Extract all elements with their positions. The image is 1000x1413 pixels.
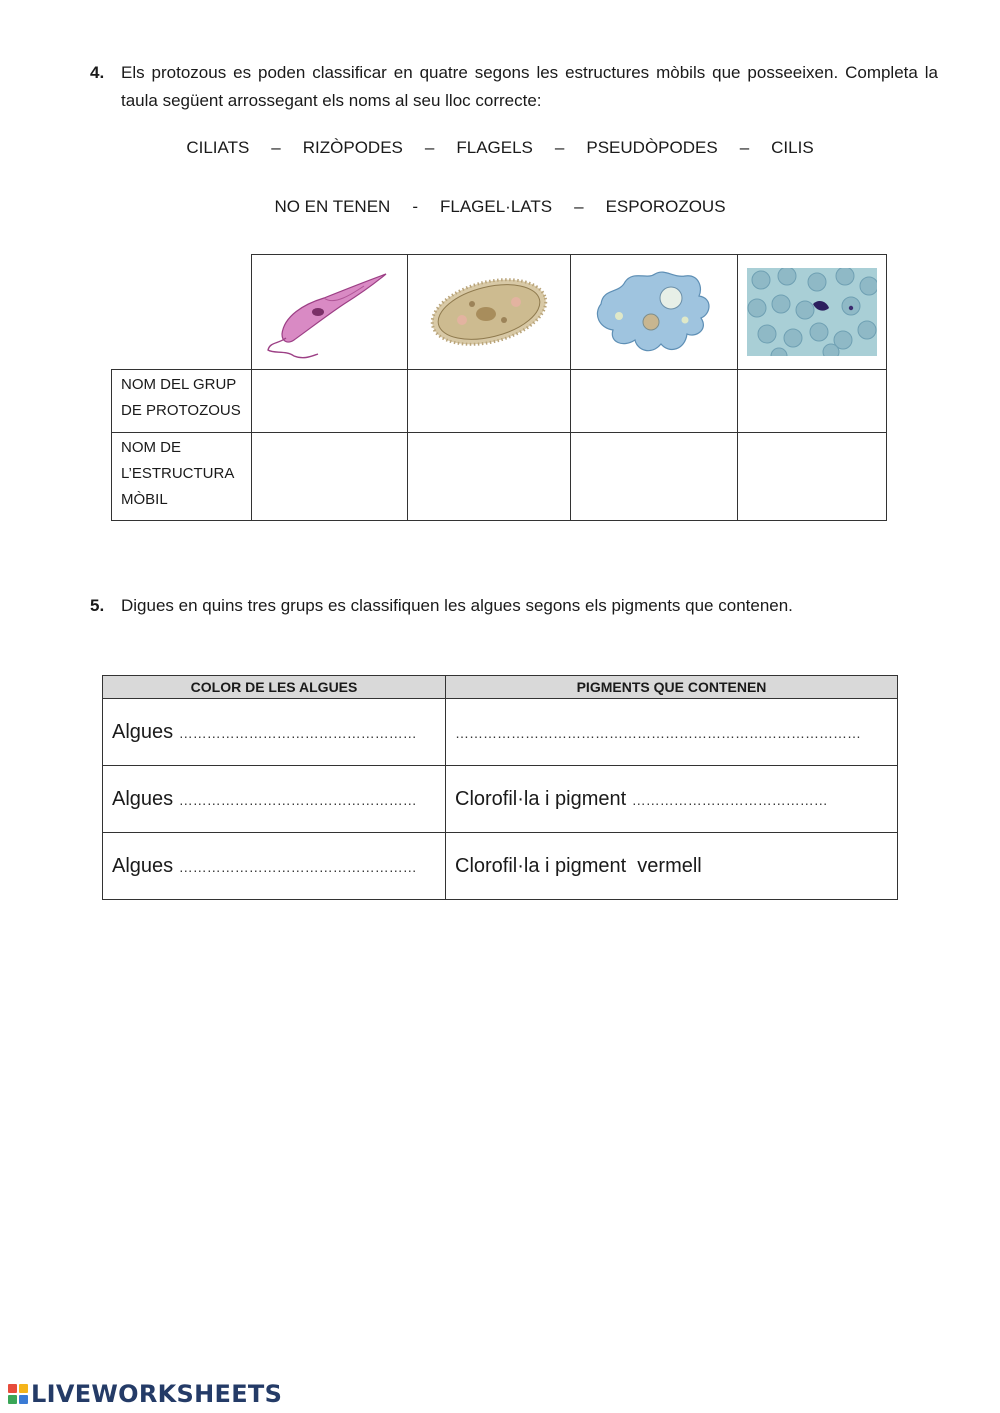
- empty-corner-cell: [112, 255, 252, 370]
- question-5: [90, 592, 938, 620]
- drop-target-cell[interactable]: [570, 370, 737, 433]
- draggable-word[interactable]: FLAGEL·LATS: [439, 197, 553, 216]
- pigment-cell: [446, 833, 898, 900]
- image-cell: [407, 255, 570, 370]
- column-header: COLOR DE LES ALGUES: [103, 676, 446, 699]
- amoeba-illustration: [589, 264, 719, 360]
- image-cell: [737, 255, 886, 370]
- image-cell: [570, 255, 737, 370]
- pigment-cell: [446, 766, 898, 833]
- question-text: Els protozous es poden classificar en quatre segons les estructures mòbils que posseeixen. Completa la taula següent arrossegant els noms al seu lloc correcte:: [121, 63, 938, 110]
- pigment-cell: [446, 699, 898, 766]
- color-cell: [103, 833, 446, 900]
- question-text: Digues en quins tres grups es classifiquen les algues segons els pigments que contenen.: [121, 596, 793, 615]
- row-label: NOM DE L’ESTRUCTURA MÒBIL: [121, 439, 234, 508]
- logo-icon: [8, 1384, 28, 1404]
- drop-target-cell[interactable]: [251, 370, 407, 433]
- separator: -: [412, 197, 418, 216]
- drop-target-cell[interactable]: [407, 433, 570, 521]
- trypanosome-illustration: [264, 264, 394, 360]
- logo-square: [8, 1384, 17, 1393]
- row-label-cell: [112, 433, 252, 521]
- separator: –: [424, 138, 435, 157]
- question-number: 4.: [90, 63, 105, 82]
- answer-blank[interactable]: ……………………………………………: [178, 724, 417, 741]
- separator: –: [739, 138, 750, 157]
- draggable-word[interactable]: PSEUDÒPODES: [586, 138, 718, 157]
- pigment-label: Clorofil·la i pigment: [455, 787, 627, 810]
- draggable-word[interactable]: CILIS: [771, 138, 814, 157]
- pigment-label: Clorofil·la i pigment vermell: [455, 854, 702, 877]
- answer-blank[interactable]: ……………………………………………………………………………: [455, 724, 861, 741]
- separator: –: [554, 138, 565, 157]
- row-label: NOM DEL GRUP DE PROTOZOUS: [121, 376, 241, 419]
- logo-square: [8, 1395, 17, 1404]
- question-4: [90, 59, 938, 115]
- drop-target-cell[interactable]: [407, 370, 570, 433]
- question-number: 5.: [90, 596, 105, 615]
- draggable-word[interactable]: CILIATS: [186, 138, 250, 157]
- drop-target-cell[interactable]: [570, 433, 737, 521]
- draggable-word[interactable]: NO EN TENEN: [274, 197, 391, 216]
- answer-blank[interactable]: ……………………………………………: [178, 791, 417, 808]
- separator: –: [271, 138, 281, 157]
- drop-target-cell[interactable]: [251, 433, 407, 521]
- draggable-word[interactable]: RIZÒPODES: [302, 138, 403, 157]
- answer-blank[interactable]: ……………………………………: [631, 791, 828, 808]
- protozoa-table: [111, 254, 887, 521]
- plasmodium-blood-smear: [747, 268, 877, 356]
- algae-label: Algues: [112, 854, 174, 877]
- draggable-word[interactable]: FLAGELS: [456, 138, 533, 157]
- liveworksheets-logo: [8, 1380, 282, 1408]
- color-cell: [103, 699, 446, 766]
- drop-target-cell[interactable]: [737, 433, 886, 521]
- algae-table: [102, 675, 898, 900]
- column-header: PIGMENTS QUE CONTENEN: [446, 676, 898, 699]
- paramecium-illustration: [424, 264, 554, 360]
- answer-blank[interactable]: ……………………………………………: [178, 858, 417, 875]
- drop-target-cell[interactable]: [737, 370, 886, 433]
- separator: –: [574, 197, 584, 216]
- algae-label: Algues: [112, 787, 174, 810]
- draggable-word[interactable]: ESPOROZOUS: [605, 197, 726, 216]
- color-cell: [103, 766, 446, 833]
- logo-square: [19, 1395, 28, 1404]
- image-cell: [251, 255, 407, 370]
- word-bank-row-1: [0, 138, 1000, 158]
- row-label-cell: [112, 370, 252, 433]
- logo-square: [19, 1384, 28, 1393]
- brand-name: LIVEWORKSHEETS: [31, 1380, 283, 1408]
- algae-label: Algues: [112, 720, 174, 743]
- word-bank-row-2: [0, 197, 1000, 217]
